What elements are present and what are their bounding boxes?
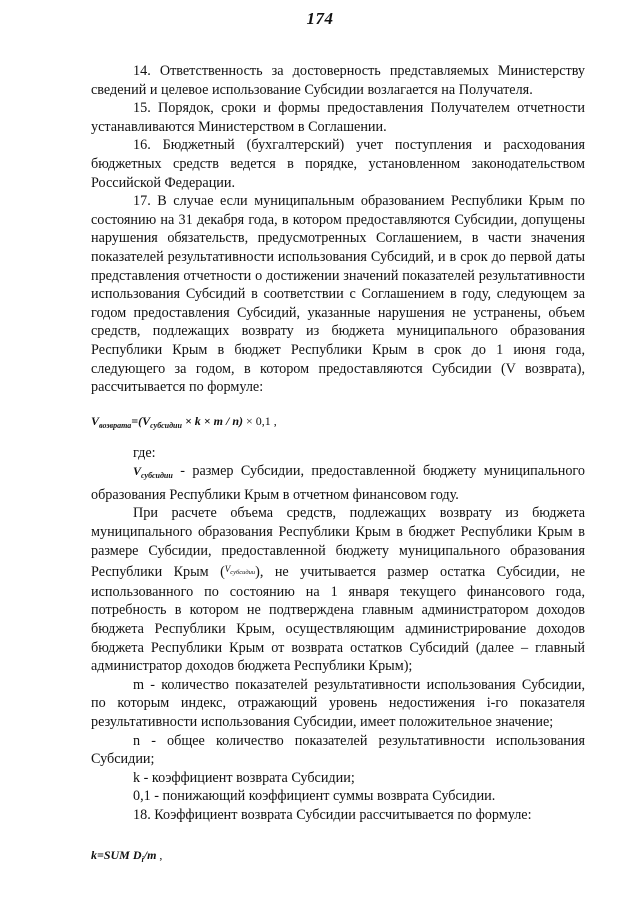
paragraph-16: 16. Бюджетный (бухгалтерский) учет поступления и расходования бюджетных средств ведется в порядке, установленном законодательством Российской Федерации. <box>91 137 585 191</box>
inline-v-sub-symbol <box>224 564 256 577</box>
formula-vs-sub: субсидии <box>150 420 182 430</box>
formula-v-sub: возврата <box>99 420 132 430</box>
page-number: 174 <box>306 9 334 28</box>
m-definition: m - количество показателей результативности использования Субсидии, по которым индекс, отражающий уровень недостижения i-го показателя результативности использования Субсидии, имеет положительное значение; <box>91 676 585 730</box>
v-sub-description: - размер Субсидии, предоставленной бюджету муниципального образования Республики Крым в отчетном финансовом году. <box>91 463 585 503</box>
paragraph-14: 14. Ответственность за достоверность представляемых Министерству сведений и целевое использование Субсидии возлагается на Получателя. <box>91 63 585 98</box>
v-sub-definition <box>91 462 585 504</box>
formula-k <box>91 847 585 868</box>
v-sub-symbol-sub: субсидии <box>141 471 173 481</box>
formula-vs: V <box>142 413 151 428</box>
formula-coef: × 0,1 <box>242 413 271 428</box>
formula-k-text: k=SUM D <box>91 847 142 862</box>
v-sub-symbol <box>133 464 173 481</box>
paragraph-17: 17. В случае если муниципальным образованием Республики Крым по состоянию на 31 декабря года, в котором предоставляются Субсидии, допущены нарушения обязательств, предусмотренных Соглашением, в части значения показателей результативности использования Субсидий, и в срок до первой даты представления отчетности о достижении значений показателей результативности использования Субсидий в соответствии с Соглашением в году, следующем за годом предоставления Субсидий, указанные нарушения не устранены, объем средств, подлежащих возврату из бюджета муниципального образования Республики Крым в бюджет Республики Крым в срок до 1 июня года, следующего за годом, в котором предоставляются Субсидии (V возврата), рассчитывается по формуле: <box>91 193 585 396</box>
where-label: где: <box>133 444 156 461</box>
paragraph-15: 15. Порядок, сроки и формы предоставления Получателем отчетности устанавливаются Министерством в Соглашении. <box>91 100 585 135</box>
formula-k-tail: /m <box>143 847 157 862</box>
formula-k-sub: i <box>141 854 144 864</box>
paragraph-18: 18. Коэффициент возврата Субсидии рассчитывается по формуле: <box>133 806 532 823</box>
inline-v: V <box>224 564 231 575</box>
formula-v-return <box>91 413 585 434</box>
calculation-note-b: ), не учитывается размер остатка Субсидии, не использованного по состоянию на 1 января текущего финансового года, потребность в котором не подтверждена главным администратором доходов бюджета Республики Крым, осуществляющим администрирование доходов бюджета Республики Крым от возврата остатков Субсидий (далее – главный администратор доходов бюджета Республики Крым); <box>91 564 585 675</box>
n-definition: n - общее количество показателей результативности использования Субсидии; <box>91 732 585 768</box>
inline-v-sub: субсидии <box>230 569 256 577</box>
formula-eq: =( <box>131 413 143 428</box>
calculation-note <box>91 504 585 675</box>
coefficient-definition: 0,1 - понижающий коэффициент суммы возврата Субсидии. <box>133 788 496 805</box>
k-definition: k - коэффициент возврата Субсидии; <box>133 769 355 786</box>
formula-comma: , <box>270 413 277 428</box>
formula-v: V <box>91 413 100 428</box>
v-sub-symbol-v: V <box>133 464 142 479</box>
formula-k-comma: , <box>156 847 163 862</box>
formula-tail: × k × m / n) <box>181 413 243 428</box>
calculation-note-a: При расчете объема средств, подлежащих возврату из бюджета муниципального образования Республики Крым в бюджет Республики Крым в размере Субсидии, предоставленной бюджету муниципального образования Республики Крым ( <box>91 505 585 581</box>
document-body <box>91 62 585 878</box>
